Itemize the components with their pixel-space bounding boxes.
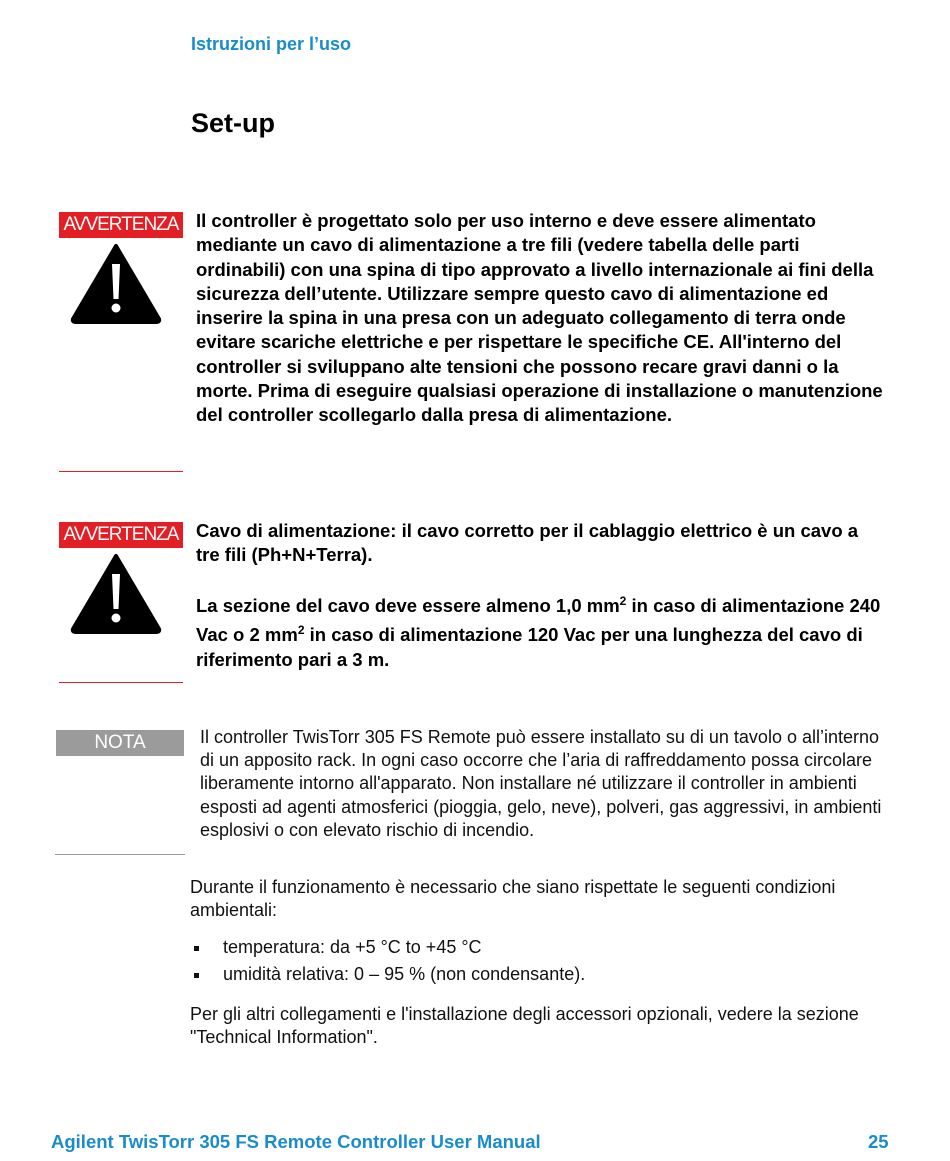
note-text: Il controller TwisTorr 305 FS Remote può essere installato su di un tavolo o all’interno di un apposito rack. In ogni caso occorre che l’aria di raffreddamento possa circolare liberamente intorno all'apparato. Non installare né utilizzare il controller in ambienti esposti ad agenti atmosferici (pioggia, gelo, neve), polveri, gas aggressivi, in ambienti esplosivi o con elevato rischio di incendio. [200, 727, 882, 840]
conditions-list [190, 936, 890, 990]
warning-text [196, 519, 886, 672]
warning-badge: AVVERTENZA [59, 522, 183, 548]
page-number: 25 [868, 1131, 889, 1152]
warning-triangle-icon [70, 242, 162, 324]
section-header: Istruzioni per l’uso [191, 34, 352, 54]
list-item: umidità relativa: 0 – 95 % (non condensante). [190, 963, 890, 986]
warning-divider [59, 471, 183, 472]
warning-triangle-icon [70, 552, 162, 634]
warning-paragraph: Cavo di alimentazione: il cavo corretto per il cablaggio elettrico è un cavo a tre fili (Ph+N+Terra). [196, 520, 859, 566]
warning-divider [59, 682, 183, 683]
warning-badge: AVVERTENZA [59, 212, 183, 238]
warning-paragraph: La sezione del cavo deve essere almeno 1,0 $mm^2$ in caso di alimentazione 240 Vac o 2 $mm^2$ in caso di alimentazione 120 Vac per una lunghezza del cavo di riferimento pari a 3 m. [196, 593, 881, 670]
body-outro: Per gli altri collegamenti e l'installazione degli accessori opzionali, vedere la sezione "Technical Information". [190, 1004, 859, 1048]
warning-text: Il controller è progettato solo per uso interno e deve essere alimentato mediante un cavo di alimentazione a tre fili (vedere tabella delle parti ordinabili) con una spina di tipo approvato a livello internazionale ai fini della sicurezza dell’utente. Utilizzare sempre questo cavo di alimentazione ed inserire la spina in una presa con un adeguato collegamento di terra onde evitare scariche elettriche e per rispettare le specifiche CE. All'interno del controller si sviluppano alte tensioni che possono recare gravi danni o la morte. Prima di eseguire qualsiasi operazione di installazione o manutenzione del controller scollegarlo dalla presa di alimentazione. [196, 210, 883, 426]
note-divider [55, 854, 185, 855]
note-badge: NOTA [56, 730, 184, 756]
body-intro: Durante il funzionamento è necessario che siano rispettate le seguenti condizioni ambientali: [190, 877, 836, 921]
page-title: Set-up [191, 108, 275, 138]
footer-manual-title: Agilent TwisTorr 305 FS Remote Controller User Manual [51, 1131, 541, 1152]
list-item: temperatura: da +5 °C to +45 °C [190, 936, 890, 959]
